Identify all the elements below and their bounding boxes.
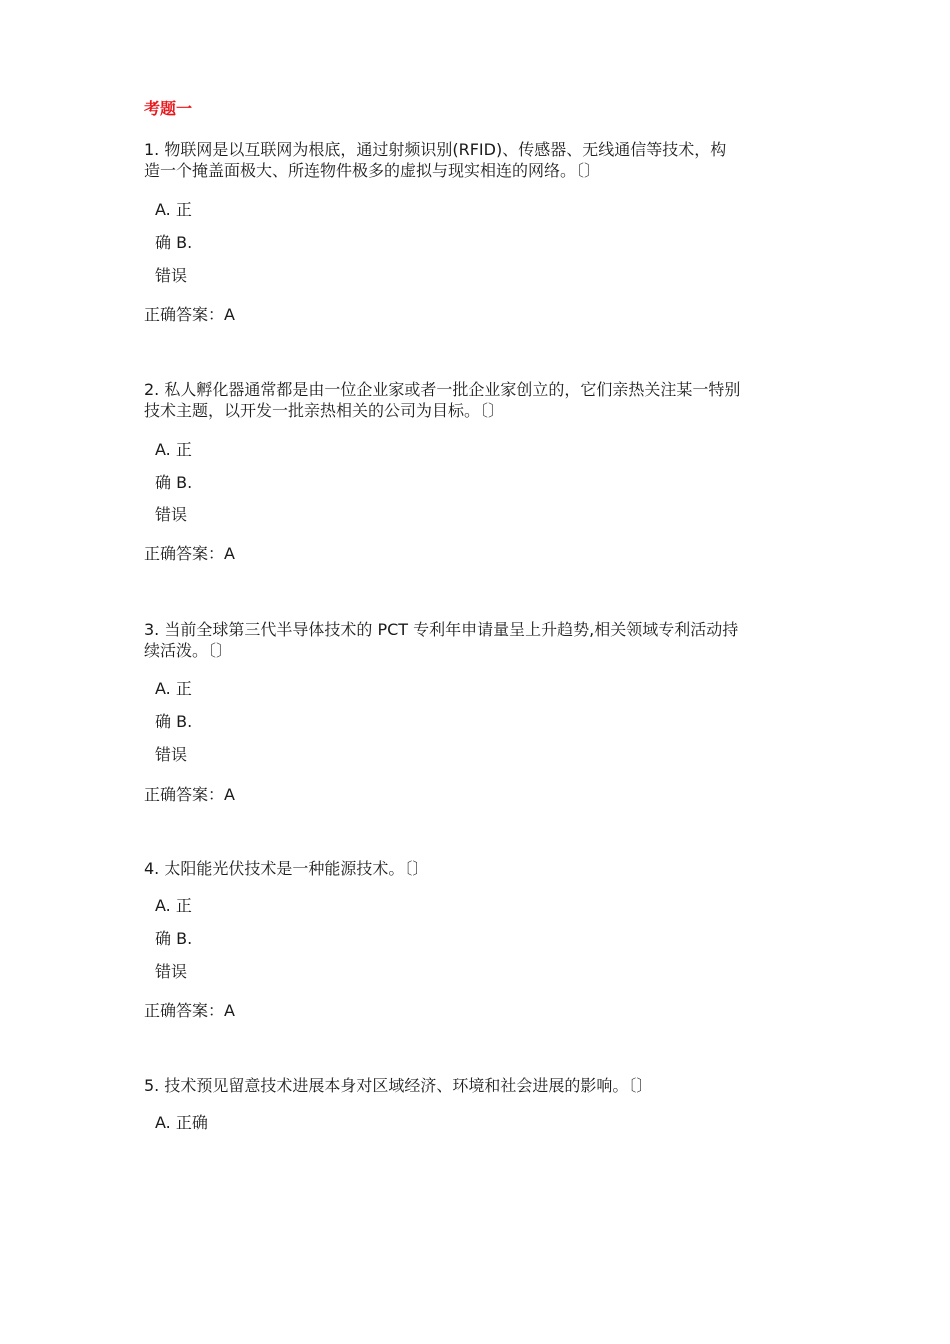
question-2-text: 2. 私人孵化器通常都是由一位企业家或者一批企业家创立的，它们亲热关注某一特别 技术主题，以开发一批亲热相关的公司为目标。〔〕 — [144, 380, 741, 420]
question-3-text: 3. 当前全球第三代半导体技术的 PCT 专利年申请量呈上升趋势,相关领域专利活动持 续活泼。〔〕 — [144, 620, 739, 660]
question-4-option-line-1: A. 正 — [155, 896, 192, 915]
question-1-answer: 正确答案：A — [144, 305, 235, 324]
question-1-option-line-3: 错误 — [155, 266, 188, 285]
question-3-option-line-1: A. 正 — [155, 679, 192, 698]
question-3-option-line-2: 确 B. — [155, 712, 193, 731]
question-1-option-line-2: 确 B. — [155, 233, 193, 252]
question-5-option-line-1: A. 正确 — [155, 1113, 208, 1132]
question-2-option-line-2: 确 B. — [155, 473, 193, 492]
question-3-answer: 正确答案：A — [144, 785, 235, 804]
question-2-option-line-1: A. 正 — [155, 440, 192, 459]
question-2-option-line-3: 错误 — [155, 505, 188, 524]
question-4-text: 4. 太阳能光伏技术是一种能源技术。〔〕 — [144, 859, 429, 878]
question-5-text: 5. 技术预见留意技术进展本身对区域经济、环境和社会进展的影响。〔〕 — [144, 1076, 653, 1095]
section-heading: 考题一 — [144, 99, 193, 118]
question-4-answer: 正确答案：A — [144, 1001, 235, 1020]
question-4-option-line-3: 错误 — [155, 962, 188, 981]
question-1-text: 1. 物联网是以互联网为根底，通过射频识别(RFID)、传感器、无线通信等技术，构 造一个掩盖面极大、所连物件极多的虚拟与现实相连的网络。〔〕 — [144, 140, 727, 180]
question-4-option-line-2: 确 B. — [155, 929, 193, 948]
question-1-option-line-1: A. 正 — [155, 200, 192, 219]
question-2-answer: 正确答案：A — [144, 544, 235, 563]
question-3-option-line-3: 错误 — [155, 745, 188, 764]
